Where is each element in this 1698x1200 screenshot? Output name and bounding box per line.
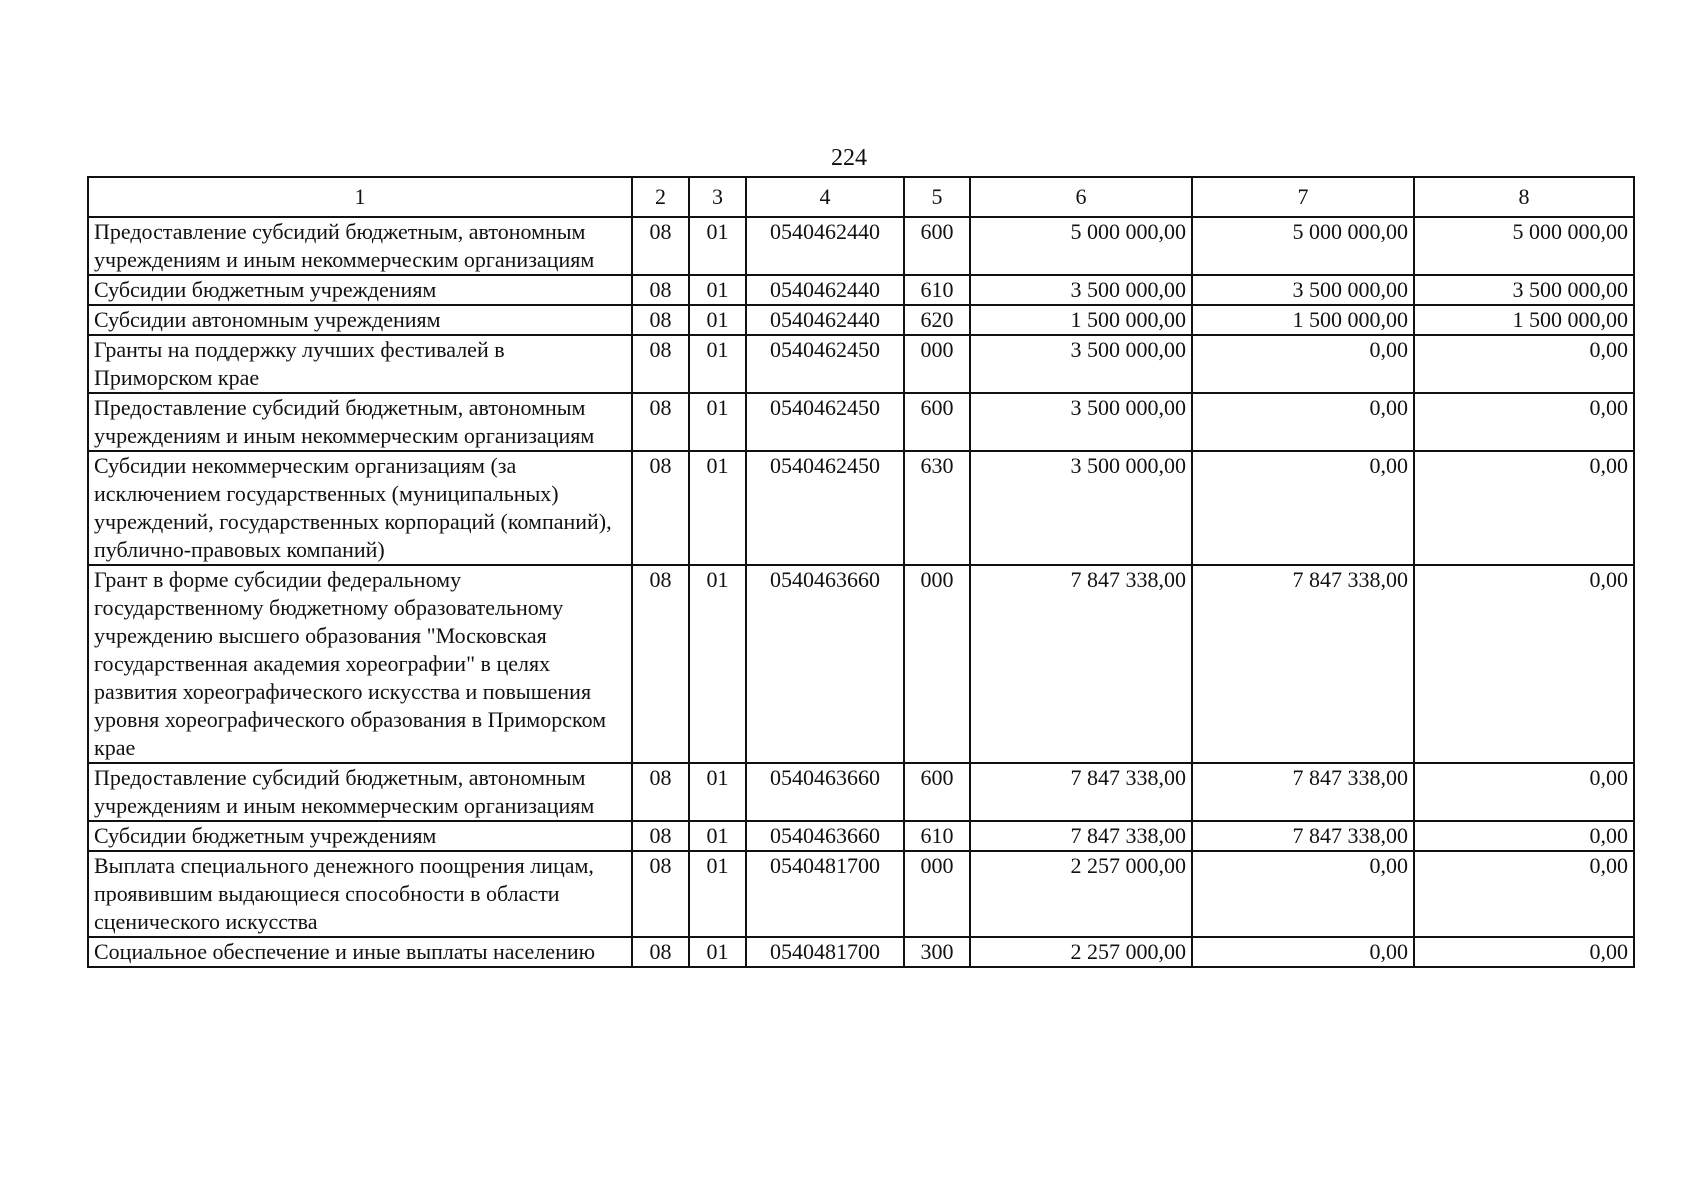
amount-col6: 3 500 000,00 <box>970 335 1192 393</box>
row-name: Предоставление субсидий бюджетным, автономным учреждениям и иным некоммерческим организациям <box>88 393 632 451</box>
column-header: 6 <box>970 177 1192 217</box>
subsection-code: 01 <box>689 217 746 275</box>
subsection-code: 01 <box>689 335 746 393</box>
table-row <box>88 393 1634 451</box>
expense-type-code: 600 <box>904 217 970 275</box>
amount-col6: 7 847 338,00 <box>970 763 1192 821</box>
column-header: 3 <box>689 177 746 217</box>
subsection-code: 01 <box>689 305 746 335</box>
amount-col6: 7 847 338,00 <box>970 821 1192 851</box>
section-code: 08 <box>632 393 689 451</box>
amount-col8: 0,00 <box>1414 763 1634 821</box>
amount-col6: 2 257 000,00 <box>970 851 1192 937</box>
amount-col7: 0,00 <box>1192 451 1414 565</box>
amount-col7: 7 847 338,00 <box>1192 821 1414 851</box>
row-name: Предоставление субсидий бюджетным, автономным учреждениям и иным некоммерческим организациям <box>88 763 632 821</box>
target-code: 0540462450 <box>746 335 904 393</box>
amount-col8: 1 500 000,00 <box>1414 305 1634 335</box>
amount-col7: 0,00 <box>1192 937 1414 967</box>
target-code: 0540462450 <box>746 451 904 565</box>
header-row <box>88 177 1634 217</box>
section-code: 08 <box>632 451 689 565</box>
expense-type-code: 600 <box>904 763 970 821</box>
amount-col8: 0,00 <box>1414 821 1634 851</box>
table-row <box>88 335 1634 393</box>
subsection-code: 01 <box>689 821 746 851</box>
amount-col7: 0,00 <box>1192 335 1414 393</box>
expense-type-code: 610 <box>904 821 970 851</box>
amount-col7: 0,00 <box>1192 851 1414 937</box>
row-name: Субсидии бюджетным учреждениям <box>88 275 632 305</box>
expense-type-code: 610 <box>904 275 970 305</box>
amount-col7: 3 500 000,00 <box>1192 275 1414 305</box>
table-row <box>88 305 1634 335</box>
column-header: 4 <box>746 177 904 217</box>
amount-col8: 0,00 <box>1414 851 1634 937</box>
subsection-code: 01 <box>689 451 746 565</box>
target-code: 0540481700 <box>746 937 904 967</box>
amount-col8: 0,00 <box>1414 451 1634 565</box>
section-code: 08 <box>632 217 689 275</box>
row-name: Субсидии автономным учреждениям <box>88 305 632 335</box>
subsection-code: 01 <box>689 763 746 821</box>
expense-type-code: 620 <box>904 305 970 335</box>
expense-type-code: 000 <box>904 565 970 763</box>
amount-col8: 3 500 000,00 <box>1414 275 1634 305</box>
subsection-code: 01 <box>689 851 746 937</box>
amount-col7: 1 500 000,00 <box>1192 305 1414 335</box>
expense-type-code: 300 <box>904 937 970 967</box>
subsection-code: 01 <box>689 393 746 451</box>
target-code: 0540462450 <box>746 393 904 451</box>
column-header: 2 <box>632 177 689 217</box>
section-code: 08 <box>632 305 689 335</box>
page-number: 224 <box>831 145 867 171</box>
amount-col6: 3 500 000,00 <box>970 451 1192 565</box>
section-code: 08 <box>632 851 689 937</box>
target-code: 0540462440 <box>746 217 904 275</box>
table-row <box>88 451 1634 565</box>
row-name: Грант в форме субсидии федеральному государственному бюджетному образовательному учреждению высшего образования "Московская государственная академия хореографии" в целях развития хореографического искусства и повышения уровня хореографического образования в Приморском крае <box>88 565 632 763</box>
table-row <box>88 217 1634 275</box>
expense-type-code: 000 <box>904 335 970 393</box>
amount-col6: 2 257 000,00 <box>970 937 1192 967</box>
section-code: 08 <box>632 937 689 967</box>
row-name: Предоставление субсидий бюджетным, автономным учреждениям и иным некоммерческим организациям <box>88 217 632 275</box>
amount-col8: 0,00 <box>1414 565 1634 763</box>
target-code: 0540481700 <box>746 851 904 937</box>
table-row <box>88 275 1634 305</box>
target-code: 0540463660 <box>746 821 904 851</box>
target-code: 0540463660 <box>746 763 904 821</box>
amount-col7: 0,00 <box>1192 393 1414 451</box>
amount-col7: 7 847 338,00 <box>1192 565 1414 763</box>
expense-type-code: 600 <box>904 393 970 451</box>
amount-col8: 0,00 <box>1414 335 1634 393</box>
section-code: 08 <box>632 763 689 821</box>
amount-col6: 1 500 000,00 <box>970 305 1192 335</box>
amount-col7: 7 847 338,00 <box>1192 763 1414 821</box>
amount-col8: 0,00 <box>1414 937 1634 967</box>
target-code: 0540462440 <box>746 275 904 305</box>
amount-col6: 5 000 000,00 <box>970 217 1192 275</box>
expense-type-code: 630 <box>904 451 970 565</box>
table-row <box>88 565 1634 763</box>
section-code: 08 <box>632 275 689 305</box>
amount-col8: 5 000 000,00 <box>1414 217 1634 275</box>
column-header: 1 <box>88 177 632 217</box>
row-name: Субсидии бюджетным учреждениям <box>88 821 632 851</box>
amount-col6: 7 847 338,00 <box>970 565 1192 763</box>
row-name: Субсидии некоммерческим организациям (за исключением государственных (муниципальных) учреждений, государственных корпораций (компаний), публично-правовых компаний) <box>88 451 632 565</box>
table-row <box>88 937 1634 967</box>
table-row <box>88 763 1634 821</box>
amount-col8: 0,00 <box>1414 393 1634 451</box>
row-name: Социальное обеспечение и иные выплаты населению <box>88 937 632 967</box>
subsection-code: 01 <box>689 565 746 763</box>
target-code: 0540463660 <box>746 565 904 763</box>
section-code: 08 <box>632 821 689 851</box>
subsection-code: 01 <box>689 275 746 305</box>
amount-col6: 3 500 000,00 <box>970 275 1192 305</box>
amount-col7: 5 000 000,00 <box>1192 217 1414 275</box>
target-code: 0540462440 <box>746 305 904 335</box>
subsection-code: 01 <box>689 937 746 967</box>
column-header: 8 <box>1414 177 1634 217</box>
amount-col6: 3 500 000,00 <box>970 393 1192 451</box>
budget-table <box>87 176 1635 968</box>
section-code: 08 <box>632 335 689 393</box>
column-header: 7 <box>1192 177 1414 217</box>
expense-type-code: 000 <box>904 851 970 937</box>
row-name: Гранты на поддержку лучших фестивалей в Приморском крае <box>88 335 632 393</box>
row-name: Выплата специального денежного поощрения лицам, проявившим выдающиеся способности в области сценического искусства <box>88 851 632 937</box>
table-row <box>88 851 1634 937</box>
column-header: 5 <box>904 177 970 217</box>
table-row <box>88 821 1634 851</box>
section-code: 08 <box>632 565 689 763</box>
